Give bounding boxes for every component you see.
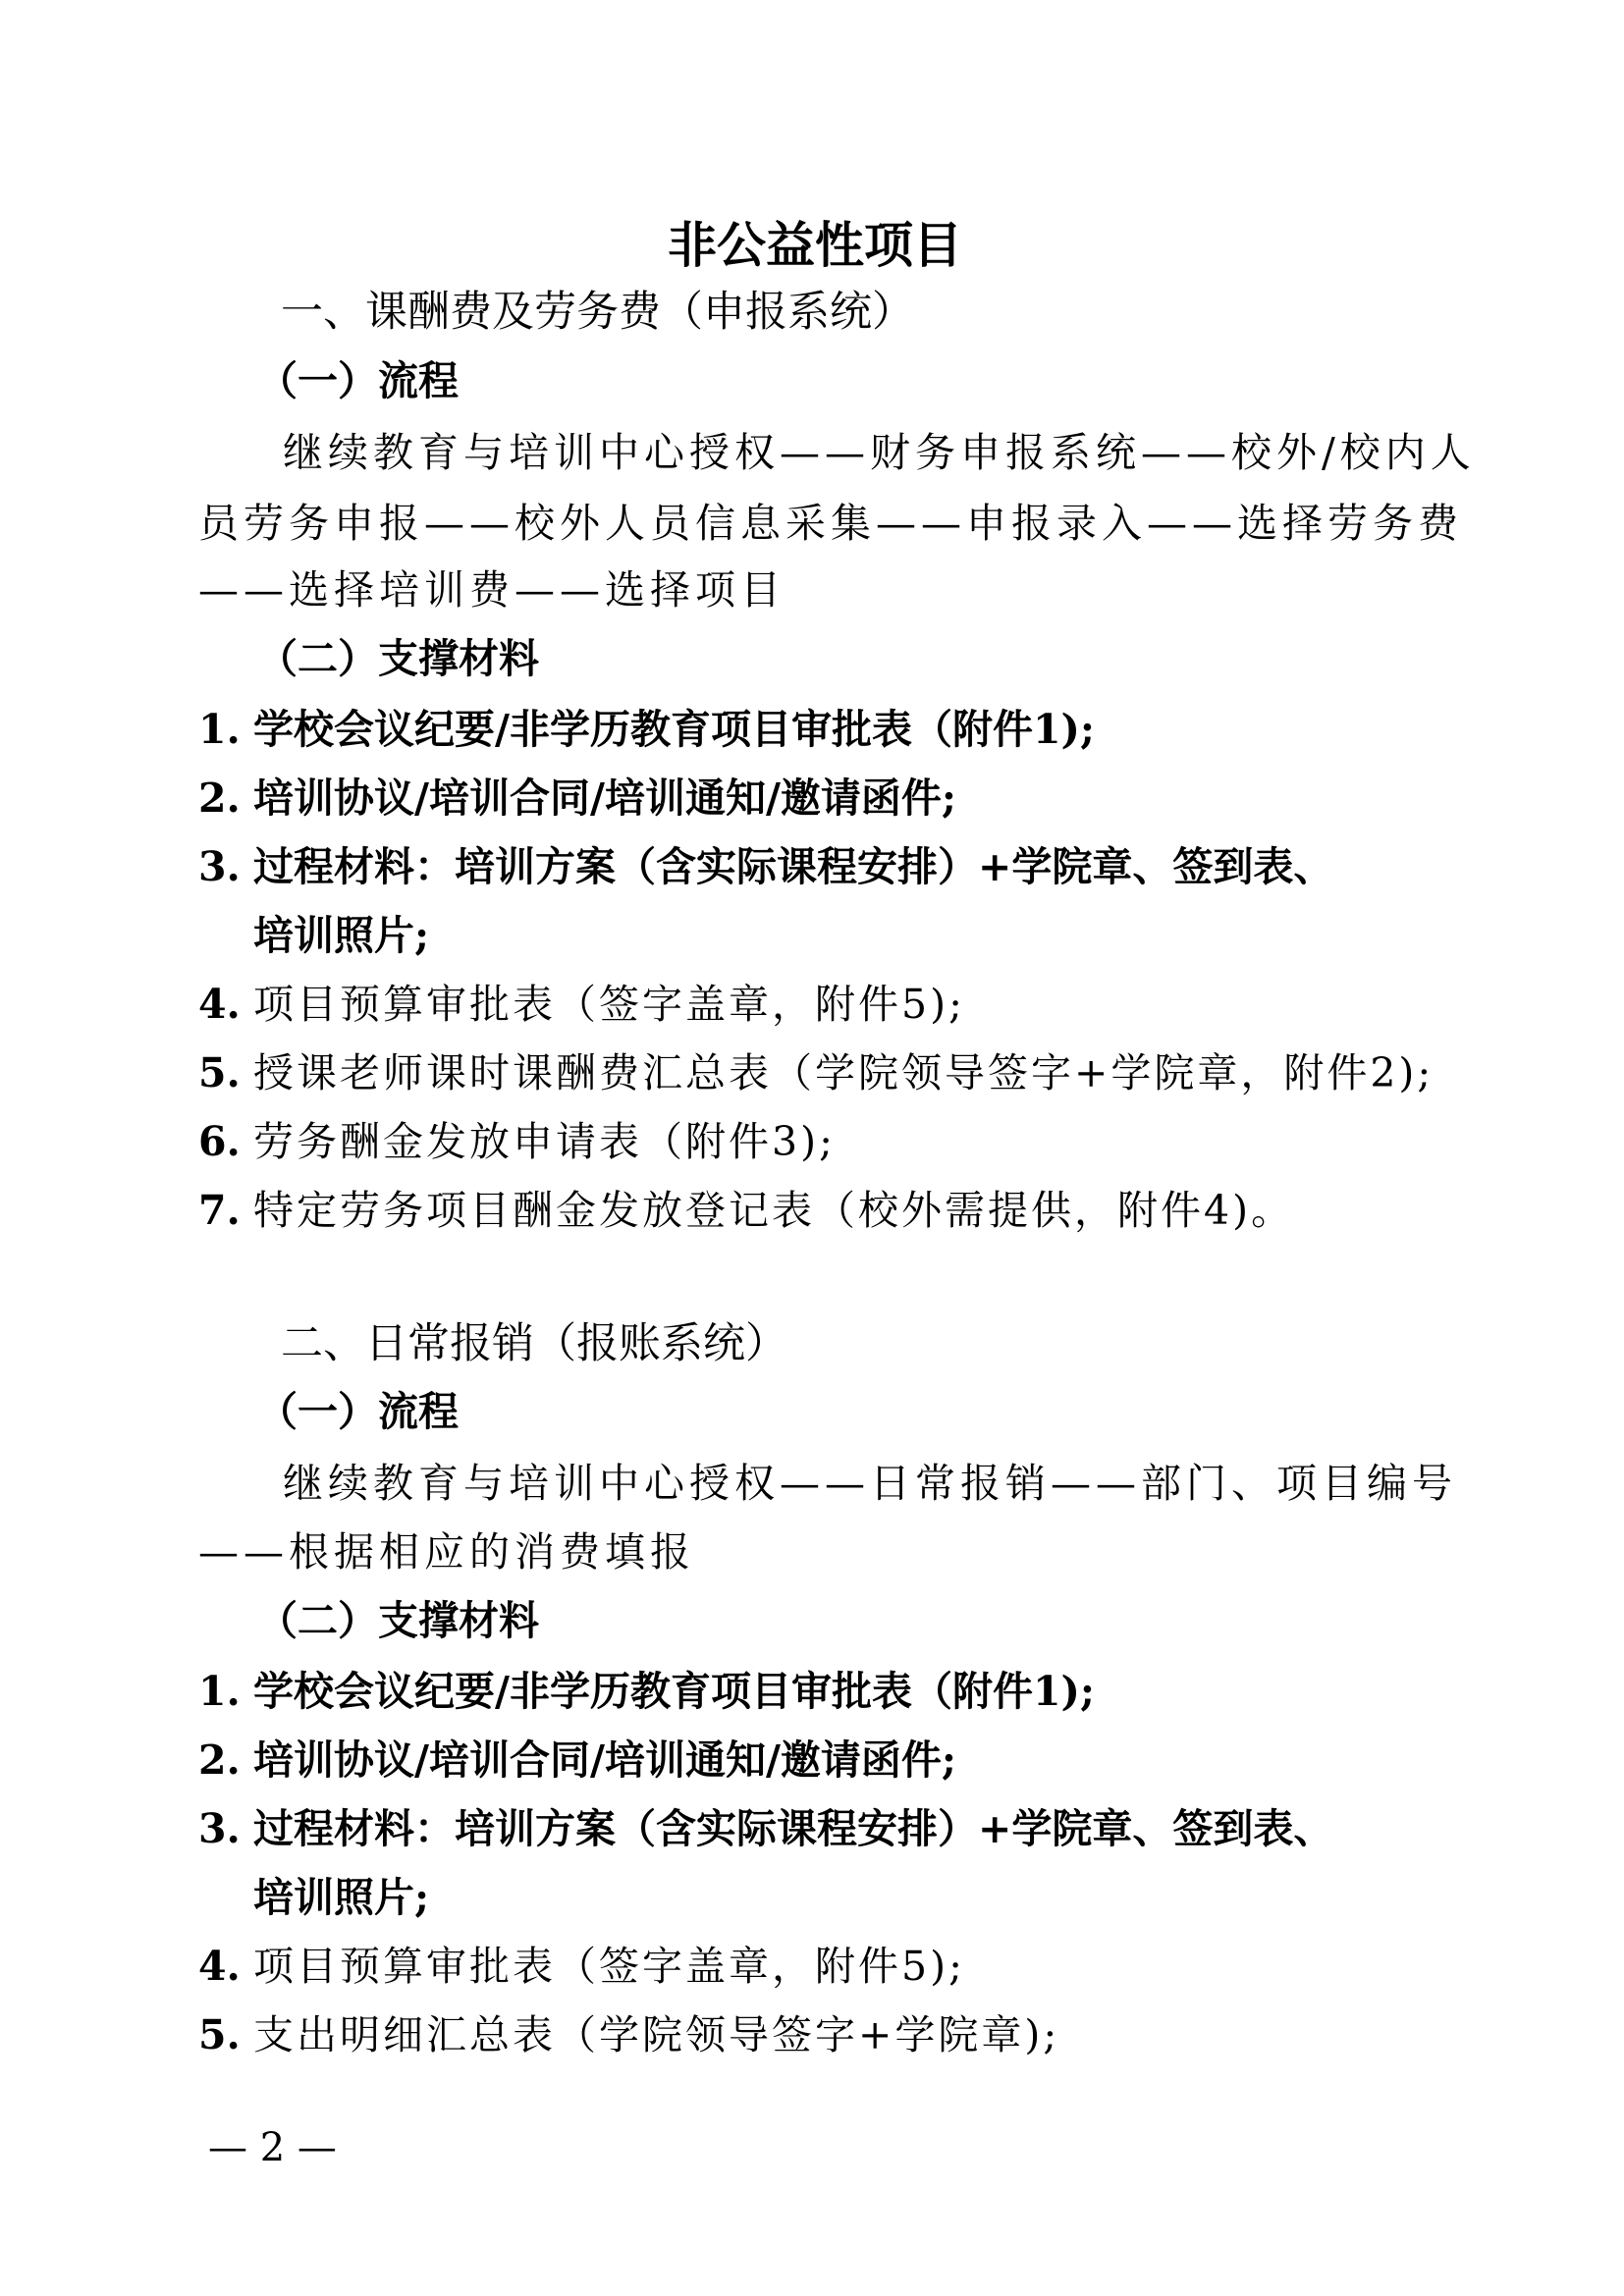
item-text: 过程材料：培训方案（含实际课程安排）+学院章、签到表、 xyxy=(253,1805,1334,1852)
section-1-flow-line-2: 员劳务申报——校外人员信息采集——申报录入——选择劳务费 xyxy=(198,500,1463,547)
section-2-flow-heading: （一）流程 xyxy=(257,1388,459,1435)
item-number: 3. xyxy=(198,1805,241,1852)
section-1-materials-heading: （二）支撑材料 xyxy=(257,635,539,682)
section-1-item-5 xyxy=(198,1041,1434,1098)
item-text: 项目预算审批表（签字盖章，附件5); xyxy=(253,1943,965,1990)
item-number: 1. xyxy=(198,706,241,753)
item-text: 特定劳务项目酬金发放登记表（校外需提供，附件4)。 xyxy=(253,1187,1295,1234)
section-2-item-2 xyxy=(198,1728,956,1786)
item-number: 6. xyxy=(198,1118,241,1165)
item-number: 2. xyxy=(198,774,241,822)
item-text: 过程材料：培训方案（含实际课程安排）+学院章、签到表、 xyxy=(253,843,1334,890)
item-number: 5. xyxy=(198,2011,241,2058)
item-number: 4. xyxy=(198,1943,241,1990)
section-2-flow-line-1: 继续教育与培训中心授权——日常报销——部门、项目编号 xyxy=(283,1460,1457,1507)
item-number: 3. xyxy=(198,843,241,890)
item-text: 项目预算审批表（签字盖章，附件5); xyxy=(253,981,965,1028)
item-number: 1. xyxy=(198,1668,241,1715)
section-2-item-3 xyxy=(198,1796,1333,1854)
section-2-item-4 xyxy=(198,1934,965,1992)
item-text: 劳务酬金发放申请表（附件3); xyxy=(253,1118,836,1165)
section-2-materials-heading: （二）支撑材料 xyxy=(257,1597,539,1644)
section-1-item-1 xyxy=(198,697,1095,755)
page-number: — 2 — xyxy=(208,2125,337,2170)
section-1-flow-heading: （一）流程 xyxy=(257,357,459,404)
item-text: 支出明细汇总表（学院领导签字+学院章); xyxy=(253,2011,1060,2058)
item-number: 5. xyxy=(198,1049,241,1096)
item-text: 授课老师课时课酬费汇总表（学院领导签字+学院章，附件2); xyxy=(253,1049,1435,1096)
section-2-flow-line-2: ——根据相应的消费填报 xyxy=(198,1528,695,1575)
section-2-item-1 xyxy=(198,1659,1095,1717)
section-1-heading: 一、课酬费及劳务费（申报系统） xyxy=(281,288,914,337)
section-1-item-2 xyxy=(198,766,956,824)
section-1-item-3 xyxy=(198,834,1333,892)
item-text: 培训协议/培训合同/培训通知/邀请函件; xyxy=(253,774,957,822)
item-number: 2. xyxy=(198,1736,241,1784)
section-2-item-3-continuation: 培训照片; xyxy=(253,1874,430,1921)
section-1-item-7 xyxy=(198,1178,1294,1236)
section-1-item-6 xyxy=(198,1109,836,1167)
section-2-item-5 xyxy=(198,2002,1059,2060)
section-2-heading: 二、日常报销（报账系统） xyxy=(281,1319,787,1368)
item-number: 4. xyxy=(198,981,241,1028)
item-text: 培训协议/培训合同/培训通知/邀请函件; xyxy=(253,1736,957,1784)
section-1-item-3-continuation: 培训照片; xyxy=(253,912,430,959)
item-number: 7. xyxy=(198,1187,241,1234)
section-1-flow-line-1: 继续教育与培训中心授权——财务申报系统——校外/校内人 xyxy=(283,429,1476,476)
item-text: 学校会议纪要/非学历教育项目审批表（附件1); xyxy=(253,706,1096,753)
section-1-flow-line-3: ——选择培训费——选择项目 xyxy=(198,566,785,614)
item-text: 学校会议纪要/非学历教育项目审批表（附件1); xyxy=(253,1668,1096,1715)
page-title: 非公益性项目 xyxy=(668,216,962,274)
section-1-item-4 xyxy=(198,972,965,1030)
